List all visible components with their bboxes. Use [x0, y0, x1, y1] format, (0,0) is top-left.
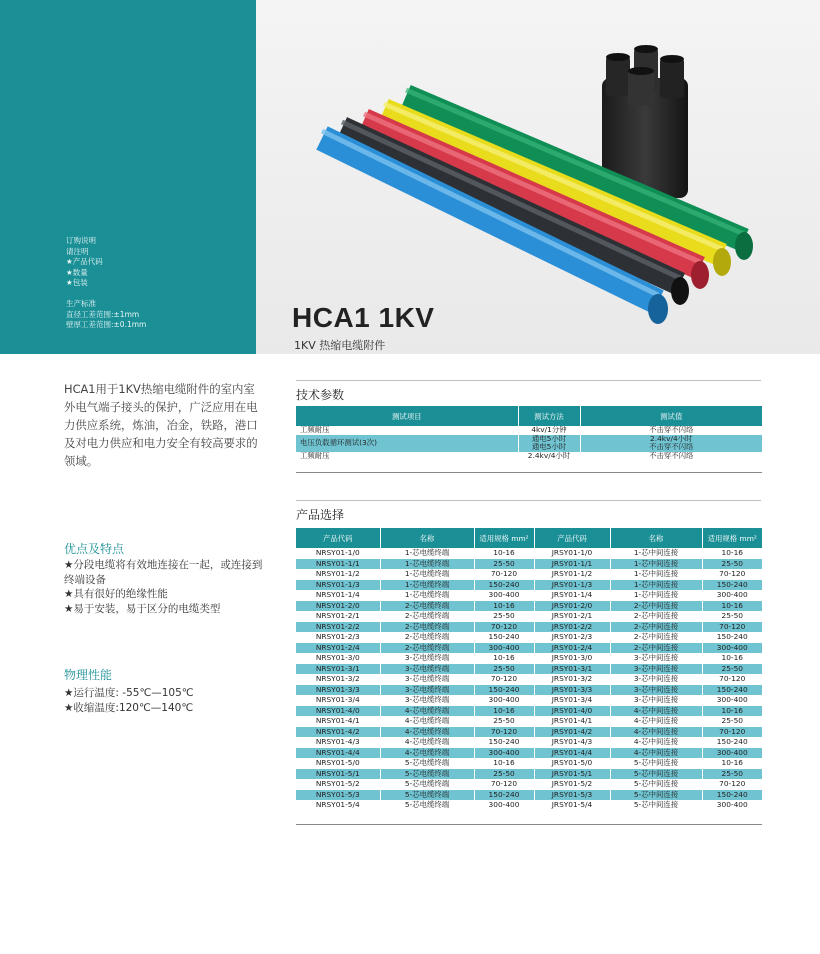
table-cell: JRSY01-1/1: [534, 559, 610, 570]
table-cell: 2-芯中间连接: [610, 611, 702, 622]
table-cell: 10-16: [702, 601, 762, 612]
table-cell: 70-120: [719, 674, 746, 684]
tech-header: 测试值: [580, 406, 762, 426]
table-cell: 300-400: [716, 590, 748, 600]
table-row: [296, 695, 762, 706]
table-cell: 70-120: [702, 727, 762, 738]
table-cell: 10-16: [702, 706, 762, 717]
table-row: [296, 716, 762, 727]
table-cell: 2-芯电缆终端: [380, 622, 474, 633]
table-cell: NRSY01-3/4: [296, 695, 380, 706]
table-cell: 25-50: [721, 716, 743, 726]
table-cell: 10-16: [474, 706, 534, 717]
selection-header: 适用规格 mm²: [702, 528, 762, 548]
table-cell: 10-16: [474, 653, 534, 664]
table-cell: 25-50: [474, 559, 534, 570]
table-row: [296, 548, 762, 559]
table-cell: 25-50: [474, 769, 534, 780]
table-cell: 25-50: [702, 559, 762, 570]
table-cell: NRSY01-2/3: [296, 632, 380, 643]
feature-item: ★易于安装，易于区分的电缆类型: [64, 602, 221, 615]
table-cell: 300-400: [716, 800, 748, 810]
standard-note: 生产标准: [66, 298, 96, 308]
table-cell: JRSY01-5/1: [534, 769, 610, 780]
table-cell: 25-50: [474, 664, 534, 675]
table-cell: 2-芯电缆终端: [380, 643, 474, 654]
table-cell: NRSY01-4/0: [296, 706, 380, 717]
table-cell: JRSY01-2/3: [534, 632, 610, 643]
table-cell: JRSY01-4/2: [534, 727, 610, 738]
table-cell: 10-16: [474, 601, 534, 612]
table-cell: 4-芯中间连接: [610, 737, 702, 748]
table-cell: JRSY01-3/3: [534, 685, 610, 696]
table-cell: 150-240: [702, 580, 762, 591]
table-cell: 150-240: [702, 790, 762, 801]
table-cell: NRSY01-2/1: [296, 611, 380, 622]
table-cell: NRSY01-3/3: [296, 685, 380, 696]
table-cell: NRSY01-5/2: [296, 779, 380, 790]
table-cell: NRSY01-3/1: [296, 664, 380, 675]
table-cell: 5-芯电缆终端: [380, 779, 474, 790]
sidebar-panel: [0, 0, 256, 354]
table-cell: 2-芯中间连接: [610, 632, 702, 643]
table-cell: 3-芯电缆终端: [380, 695, 474, 706]
table-cell: 5-芯电缆终端: [380, 790, 474, 801]
order-note: 请注明: [66, 246, 89, 256]
table-row: [296, 622, 762, 633]
table-cell: 150-240: [474, 737, 534, 748]
standard-note: 壁厚工差范围:±0.1mm: [66, 320, 147, 330]
table-cell: JRSY01-2/4: [534, 643, 610, 654]
table-row: [296, 643, 762, 654]
table-cell: 5-芯中间连接: [610, 769, 702, 780]
table-cell: NRSY01-2/0: [296, 601, 380, 612]
physical-title: 物理性能: [64, 668, 113, 682]
table-cell: 2-芯中间连接: [610, 601, 702, 612]
selection-header: 名称: [380, 528, 474, 548]
table-cell: NRSY01-4/2: [296, 727, 380, 738]
selection-header: 名称: [610, 528, 702, 548]
table-row: [296, 632, 762, 643]
table-row: [296, 706, 762, 717]
table-cell: JRSY01-5/0: [534, 758, 610, 769]
table-cell: NRSY01-5/0: [296, 758, 380, 769]
selection-header: 产品代码: [296, 528, 380, 548]
table-cell: JRSY01-2/0: [534, 601, 610, 612]
table-cell: NRSY01-1/3: [296, 580, 380, 591]
table-row: [296, 569, 762, 580]
order-notes: [66, 236, 146, 331]
tech-bottom-rule: [296, 472, 762, 473]
selection-title: 产品选择: [296, 508, 345, 522]
table-cell: 5-芯电缆终端: [380, 769, 474, 780]
table-cell: 1-芯电缆终端: [380, 548, 474, 559]
intro-text: HCA1用于1KV热缩电缆附件的室内室外电气端子接头的保护，广泛应用在电力供应系统，炼油，冶金，铁路，港口及对电力供应和电力安全有较高要求的领域。: [64, 382, 258, 468]
table-cell: 150-240: [716, 632, 748, 642]
physical-list: [64, 686, 264, 715]
table-cell: 4-芯中间连接: [610, 748, 702, 759]
table-cell: 4-芯电缆终端: [380, 727, 474, 738]
table-cell: 150-240: [716, 737, 748, 747]
table-cell: 5-芯中间连接: [610, 800, 702, 811]
table-cell: 5-芯中间连接: [610, 790, 702, 801]
table-cell: 300-400: [702, 643, 762, 654]
table-cell: 150-240: [702, 685, 762, 696]
selection-header: 产品代码: [534, 528, 610, 548]
physical-item: ★运行温度: -55℃—105℃: [64, 687, 194, 699]
order-note: 订购说明: [66, 236, 96, 245]
table-cell: JRSY01-2/2: [534, 622, 610, 633]
tech-rule: [296, 380, 761, 381]
table-cell: NRSY01-1/2: [296, 569, 380, 580]
table-cell: 25-50: [474, 716, 534, 727]
table-cell: 10-16: [721, 653, 743, 663]
table-cell: JRSY01-4/3: [534, 737, 610, 748]
table-cell: NRSY01-1/1: [296, 559, 380, 570]
table-cell: 70-120: [719, 779, 746, 789]
table-cell: 300-400: [474, 748, 534, 759]
table-row: [296, 769, 762, 780]
table-cell: 4-芯中间连接: [610, 727, 702, 738]
table-row: 工频耐压 4kv/1分钟 不击穿不闪络: [296, 426, 762, 435]
table-cell: JRSY01-5/3: [534, 790, 610, 801]
table-cell: 150-240: [474, 632, 534, 643]
table-row: [296, 779, 762, 790]
table-cell: 4-芯电缆终端: [380, 748, 474, 759]
standard-note: 直径工差范围:±1mm: [66, 309, 140, 319]
table-row: [296, 790, 762, 801]
table-cell: JRSY01-3/1: [534, 664, 610, 675]
table-cell: 70-120: [474, 779, 534, 790]
selection-bottom-rule: [296, 824, 762, 825]
table-cell: 5-芯中间连接: [610, 758, 702, 769]
table-cell: NRSY01-3/0: [296, 653, 380, 664]
table-cell: 5-芯中间连接: [610, 779, 702, 790]
table-cell: NRSY01-1/4: [296, 590, 380, 601]
table-cell: 150-240: [474, 580, 534, 591]
table-cell: 300-400: [702, 748, 762, 759]
table-cell: 3-芯电缆终端: [380, 653, 474, 664]
table-cell: NRSY01-2/4: [296, 643, 380, 654]
table-cell: JRSY01-4/1: [534, 716, 610, 727]
table-cell: 4-芯中间连接: [610, 706, 702, 717]
table-cell: 10-16: [721, 548, 743, 558]
table-row: [296, 590, 762, 601]
table-cell: JRSY01-5/4: [534, 800, 610, 811]
product-subtitle: 1KV 热缩电缆附件: [294, 339, 386, 352]
table-cell: 70-120: [474, 569, 534, 580]
table-cell: JRSY01-5/2: [534, 779, 610, 790]
table-cell: 70-120: [474, 727, 534, 738]
table-cell: 3-芯中间连接: [610, 695, 702, 706]
table-row: [296, 653, 762, 664]
table-row: [296, 727, 762, 738]
order-note: ★数量: [66, 267, 88, 277]
table-cell: 150-240: [474, 790, 534, 801]
table-cell: 300-400: [474, 800, 534, 811]
tech-table: [296, 406, 762, 460]
feature-item: ★具有很好的绝缘性能: [64, 588, 168, 600]
table-cell: JRSY01-3/4: [534, 695, 610, 706]
table-cell: 3-芯电缆终端: [380, 674, 474, 685]
table-cell: JRSY01-3/2: [534, 674, 610, 685]
table-row: 通电5小时 不击穿不闪络: [296, 443, 762, 452]
table-cell: NRSY01-1/0: [296, 548, 380, 559]
table-cell: 70-120: [719, 569, 746, 579]
table-cell: 5-芯电缆终端: [380, 800, 474, 811]
table-cell: 2-芯电缆终端: [380, 601, 474, 612]
table-cell: 10-16: [721, 758, 743, 768]
selection-header: 适用规格 mm²: [474, 528, 534, 548]
table-cell: 25-50: [702, 769, 762, 780]
table-row: [296, 737, 762, 748]
table-row: [296, 580, 762, 591]
table-cell: 1-芯中间连接: [610, 580, 702, 591]
table-cell: 3-芯中间连接: [610, 685, 702, 696]
features-title: 优点及特点: [64, 542, 125, 556]
table-cell: NRSY01-4/1: [296, 716, 380, 727]
table-cell: JRSY01-1/2: [534, 569, 610, 580]
table-cell: 4-芯电缆终端: [380, 716, 474, 727]
table-row: 电压负载循环测试(3次) 通电5小时 2.4kv/4小时: [296, 435, 762, 444]
table-row: [296, 611, 762, 622]
table-cell: 70-120: [474, 674, 534, 685]
table-cell: 70-120: [474, 622, 534, 633]
heat-shrink-tubes-image: [256, 0, 820, 354]
table-cell: 3-芯电缆终端: [380, 685, 474, 696]
tech-title: 技术参数: [296, 388, 345, 402]
table-cell: 150-240: [474, 685, 534, 696]
table-cell: 4-芯电缆终端: [380, 737, 474, 748]
table-cell: 4-芯中间连接: [610, 716, 702, 727]
selection-rule: [296, 500, 761, 501]
table-cell: NRSY01-3/2: [296, 674, 380, 685]
table-cell: 3-芯中间连接: [610, 653, 702, 664]
product-title: HCA1 1KV: [292, 302, 435, 333]
order-note: ★包装: [66, 278, 88, 288]
table-cell: 300-400: [474, 590, 534, 601]
table-row: [296, 800, 762, 811]
table-cell: NRSY01-2/2: [296, 622, 380, 633]
table-cell: 1-芯电缆终端: [380, 559, 474, 570]
table-cell: JRSY01-1/3: [534, 580, 610, 591]
table-cell: 3-芯电缆终端: [380, 664, 474, 675]
table-cell: 1-芯中间连接: [610, 590, 702, 601]
features-list: [64, 558, 264, 616]
table-row: [296, 674, 762, 685]
table-cell: NRSY01-5/1: [296, 769, 380, 780]
table-cell: 1-芯中间连接: [610, 569, 702, 580]
table-cell: 2-芯中间连接: [610, 643, 702, 654]
table-cell: 1-芯中间连接: [610, 548, 702, 559]
table-row: [296, 748, 762, 759]
table-cell: JRSY01-4/0: [534, 706, 610, 717]
table-cell: 300-400: [716, 695, 748, 705]
table-row: [296, 685, 762, 696]
tech-header: 测试项目: [296, 406, 518, 426]
table-cell: 1-芯中间连接: [610, 559, 702, 570]
selection-table: [296, 528, 762, 811]
table-row: [296, 664, 762, 675]
table-cell: 2-芯中间连接: [610, 622, 702, 633]
table-cell: NRSY01-4/3: [296, 737, 380, 748]
table-cell: JRSY01-1/0: [534, 548, 610, 559]
table-cell: 25-50: [721, 611, 743, 621]
table-cell: 25-50: [474, 611, 534, 622]
table-row: [296, 758, 762, 769]
table-cell: 300-400: [474, 695, 534, 706]
table-row: [296, 601, 762, 612]
table-cell: 2-芯电缆终端: [380, 611, 474, 622]
order-note: ★产品代码: [66, 257, 103, 267]
table-cell: JRSY01-2/1: [534, 611, 610, 622]
table-cell: 25-50: [702, 664, 762, 675]
table-row: 工频耐压 2.4kv/4小时 不击穿不闪络: [296, 452, 762, 461]
table-cell: 10-16: [474, 548, 534, 559]
table-cell: 300-400: [474, 643, 534, 654]
feature-item: ★分段电缆将有效地连接在一起，或连接到终端设备: [64, 559, 263, 586]
table-cell: 4-芯电缆终端: [380, 706, 474, 717]
product-photo: [256, 0, 820, 354]
table-cell: JRSY01-4/4: [534, 748, 610, 759]
table-cell: JRSY01-3/0: [534, 653, 610, 664]
table-cell: NRSY01-4/4: [296, 748, 380, 759]
table-cell: 1-芯电缆终端: [380, 580, 474, 591]
table-cell: 10-16: [474, 758, 534, 769]
table-cell: 70-120: [702, 622, 762, 633]
table-cell: 1-芯电缆终端: [380, 590, 474, 601]
table-cell: NRSY01-5/3: [296, 790, 380, 801]
physical-item: ★收缩温度:120℃—140℃: [64, 701, 194, 714]
table-row: [296, 559, 762, 570]
table-cell: 5-芯电缆终端: [380, 758, 474, 769]
table-cell: NRSY01-5/4: [296, 800, 380, 811]
table-cell: 3-芯中间连接: [610, 674, 702, 685]
tech-header: 测试方法: [518, 406, 580, 426]
table-cell: JRSY01-1/4: [534, 590, 610, 601]
table-cell: 2-芯电缆终端: [380, 632, 474, 643]
table-cell: 3-芯中间连接: [610, 664, 702, 675]
table-cell: 1-芯电缆终端: [380, 569, 474, 580]
